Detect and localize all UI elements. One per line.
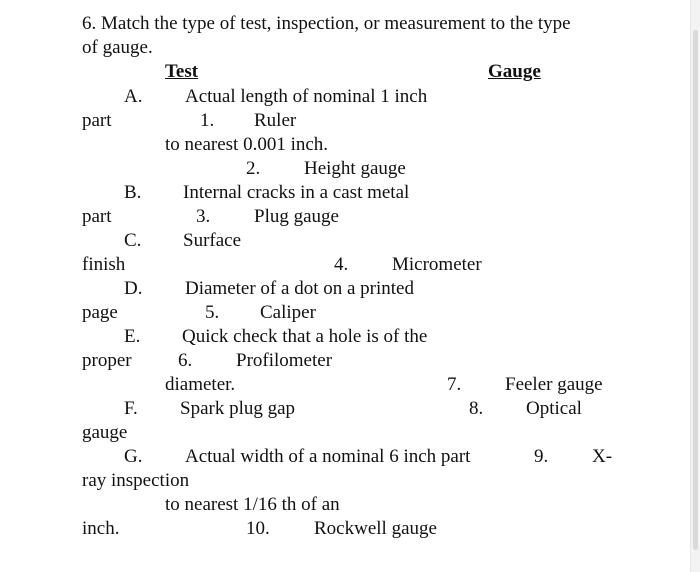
item-g-cont: to nearest 1/16 th of an	[165, 494, 340, 515]
gauge-10-num: 10.	[246, 518, 270, 539]
gauge-10-name: Rockwell gauge	[314, 518, 437, 539]
gauge-4-num: 4.	[334, 254, 349, 275]
item-b-text: Internal cracks in a cast metal	[183, 182, 410, 203]
gauge-3-name: Plug gauge	[254, 206, 339, 227]
item-a-cont: to nearest 0.001 inch.	[165, 134, 329, 155]
item-b-letter: B.	[124, 182, 142, 203]
item-b-tail: part	[82, 206, 112, 227]
scrollbar-thumb[interactable]	[693, 30, 698, 550]
item-f-tail: gauge	[82, 422, 128, 443]
header-gauge: Gauge	[488, 61, 541, 82]
item-f-letter: F.	[124, 398, 138, 419]
gauge-2-num: 2.	[246, 158, 261, 179]
question-line-2: of gauge.	[82, 37, 153, 58]
item-c-letter: C.	[124, 230, 142, 251]
header-test: Test	[165, 61, 199, 82]
item-e-tail: proper	[82, 350, 132, 371]
item-g-tail2: inch.	[82, 518, 120, 539]
item-c-tail: finish	[82, 254, 126, 275]
gauge-2-name: Height gauge	[304, 158, 406, 179]
item-e-text: Quick check that a hole is of the	[182, 326, 428, 347]
item-g-letter: G.	[124, 446, 143, 467]
gauge-6-num: 6.	[178, 350, 193, 371]
item-e-cont: diameter.	[165, 374, 236, 395]
gauge-3-num: 3.	[196, 206, 211, 227]
gauge-9-name: X-	[592, 446, 613, 467]
gauge-7-num: 7.	[447, 374, 462, 395]
item-a-tail: part	[82, 110, 112, 131]
item-d-text: Diameter of a dot on a printed	[185, 278, 414, 299]
vertical-scrollbar[interactable]	[690, 0, 700, 572]
gauge-7-name: Feeler gauge	[505, 374, 603, 395]
gauge-5-name: Caliper	[260, 302, 316, 323]
gauge-1-name: Ruler	[254, 110, 297, 131]
item-d-letter: D.	[124, 278, 143, 299]
item-g-text: Actual width of a nominal 6 inch part	[185, 446, 471, 467]
item-a-letter: A.	[124, 86, 143, 107]
item-c-text: Surface	[183, 230, 242, 251]
item-a-text: Actual length of nominal 1 inch	[185, 86, 428, 107]
gauge-8-num: 8.	[469, 398, 484, 419]
gauge-1-num: 1.	[200, 110, 215, 131]
gauge-8-name: Optical	[526, 398, 582, 419]
gauge-4-name: Micrometer	[392, 254, 482, 275]
item-f-text: Spark plug gap	[180, 398, 296, 419]
gauge-5-num: 5.	[205, 302, 220, 323]
item-d-tail: page	[82, 302, 118, 323]
gauge-6-name: Profilometer	[236, 350, 333, 371]
item-e-letter: E.	[124, 326, 141, 347]
item-g-tail: ray inspection	[82, 470, 190, 491]
gauge-9-num: 9.	[534, 446, 549, 467]
question-line-1: 6. Match the type of test, inspection, or measurement to the type	[82, 13, 571, 34]
